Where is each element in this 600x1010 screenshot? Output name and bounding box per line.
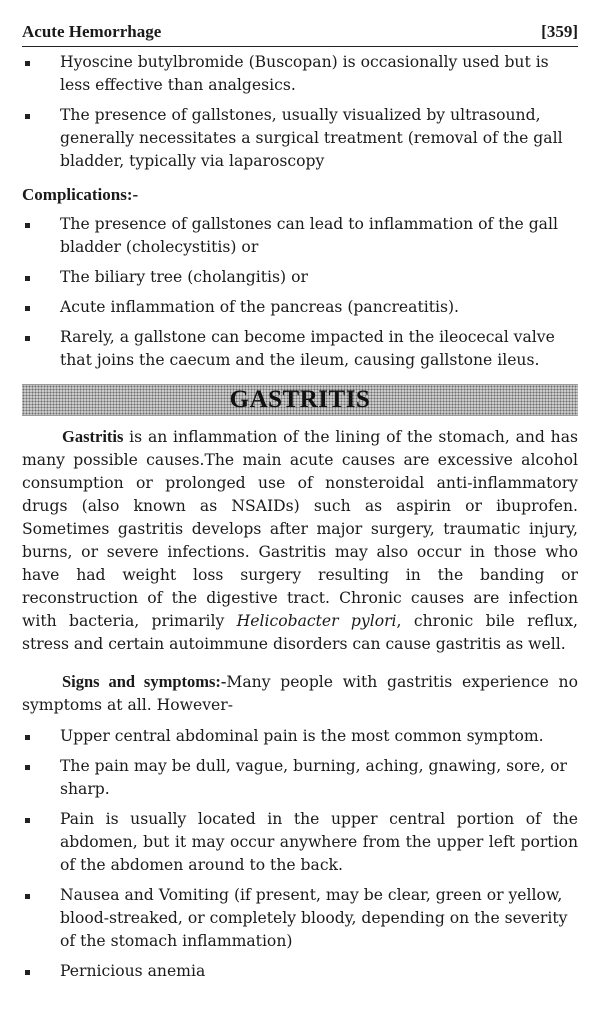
list-item: Acute inflammation of the pancreas (pancreatitis).: [0, 296, 600, 319]
species-italic: Helicobacter pylori: [236, 612, 397, 630]
bullet-marker: [25, 276, 30, 281]
bullet-marker: [25, 114, 30, 119]
bullet-marker: [25, 306, 30, 311]
subheading-bold: Signs and symptoms:-: [62, 672, 227, 691]
list-item: Rarely, a gallstone can become impacted in the ileocecal valve that joins the caecum and the ileum, causing gallstone ileus.: [0, 326, 600, 372]
list-item: The biliary tree (cholangitis) or: [0, 266, 600, 289]
bullet-marker: [25, 735, 30, 740]
section-title: GASTRITIS: [229, 386, 371, 413]
list-item: Hyoscine butylbromide (Buscopan) is occasionally used but is less effective than analgesics.: [0, 51, 600, 97]
bullet-marker: [25, 970, 30, 975]
list-item: The presence of gallstones can lead to inflammation of the gall bladder (cholecystitis) or: [0, 213, 600, 259]
bullet-marker: [25, 336, 30, 341]
signs-paragraph: Signs and symptoms:-Many people with gastritis experience no symptoms at all. However-: [22, 672, 578, 714]
bullet-marker: [25, 894, 30, 899]
symptoms-list: [0, 725, 600, 990]
top-bullet-list: [0, 51, 600, 180]
bullet-marker: [25, 765, 30, 770]
list-item: Pain is usually located in the upper central portion of the abdomen, but it may occur anywhere from the upper left portion of the abdomen around to the back.: [0, 808, 600, 877]
section-banner: [22, 384, 578, 416]
gastritis-paragraph: Gastritis is an inflammation of the lining of the stomach, and has many possible causes.The main acute causes are excessive alcohol consumption or prolonged use of nonsteroidal anti-inflammatory drugs (also known as NSAIDs) such as aspirin or ibuprofen. Sometimes gastritis develops after major surgery, traumatic injury, burns, or severe infections. Gastritis may also occur in those who have had weight loss surgery resulting in the banding or reconstruction of the digestive tract. Chronic causes are infection with bacteria, primarily Helicobacter pylori, chronic bile reflux, stress and certain autoimmune disorders can cause gastritis as well.: [22, 427, 579, 653]
page-number: [359]: [541, 22, 578, 41]
bullet-marker: [25, 818, 30, 823]
list-item: The pain may be dull, vague, burning, aching, gnawing, sore, or sharp.: [0, 755, 600, 801]
complications-list: [0, 213, 600, 379]
chapter-title: Acute Hemorrhage: [22, 22, 162, 41]
term-bold: Gastritis: [62, 427, 124, 446]
complications-heading: Complications:-: [22, 185, 139, 204]
bullet-marker: [25, 61, 30, 66]
list-item: Nausea and Vomiting (if present, may be clear, green or yellow, blood-streaked, or completely bloody, depending on the severity of the stomach inflammation): [0, 884, 600, 953]
list-item: Pernicious anemia: [0, 960, 600, 983]
bullet-marker: [25, 223, 30, 228]
list-item: The presence of gallstones, usually visualized by ultrasound, generally necessitates a surgical treatment (removal of the gall bladder, typically via laparoscopy: [0, 104, 600, 173]
running-header: [22, 22, 578, 47]
list-item: Upper central abdominal pain is the most common symptom.: [0, 725, 600, 748]
